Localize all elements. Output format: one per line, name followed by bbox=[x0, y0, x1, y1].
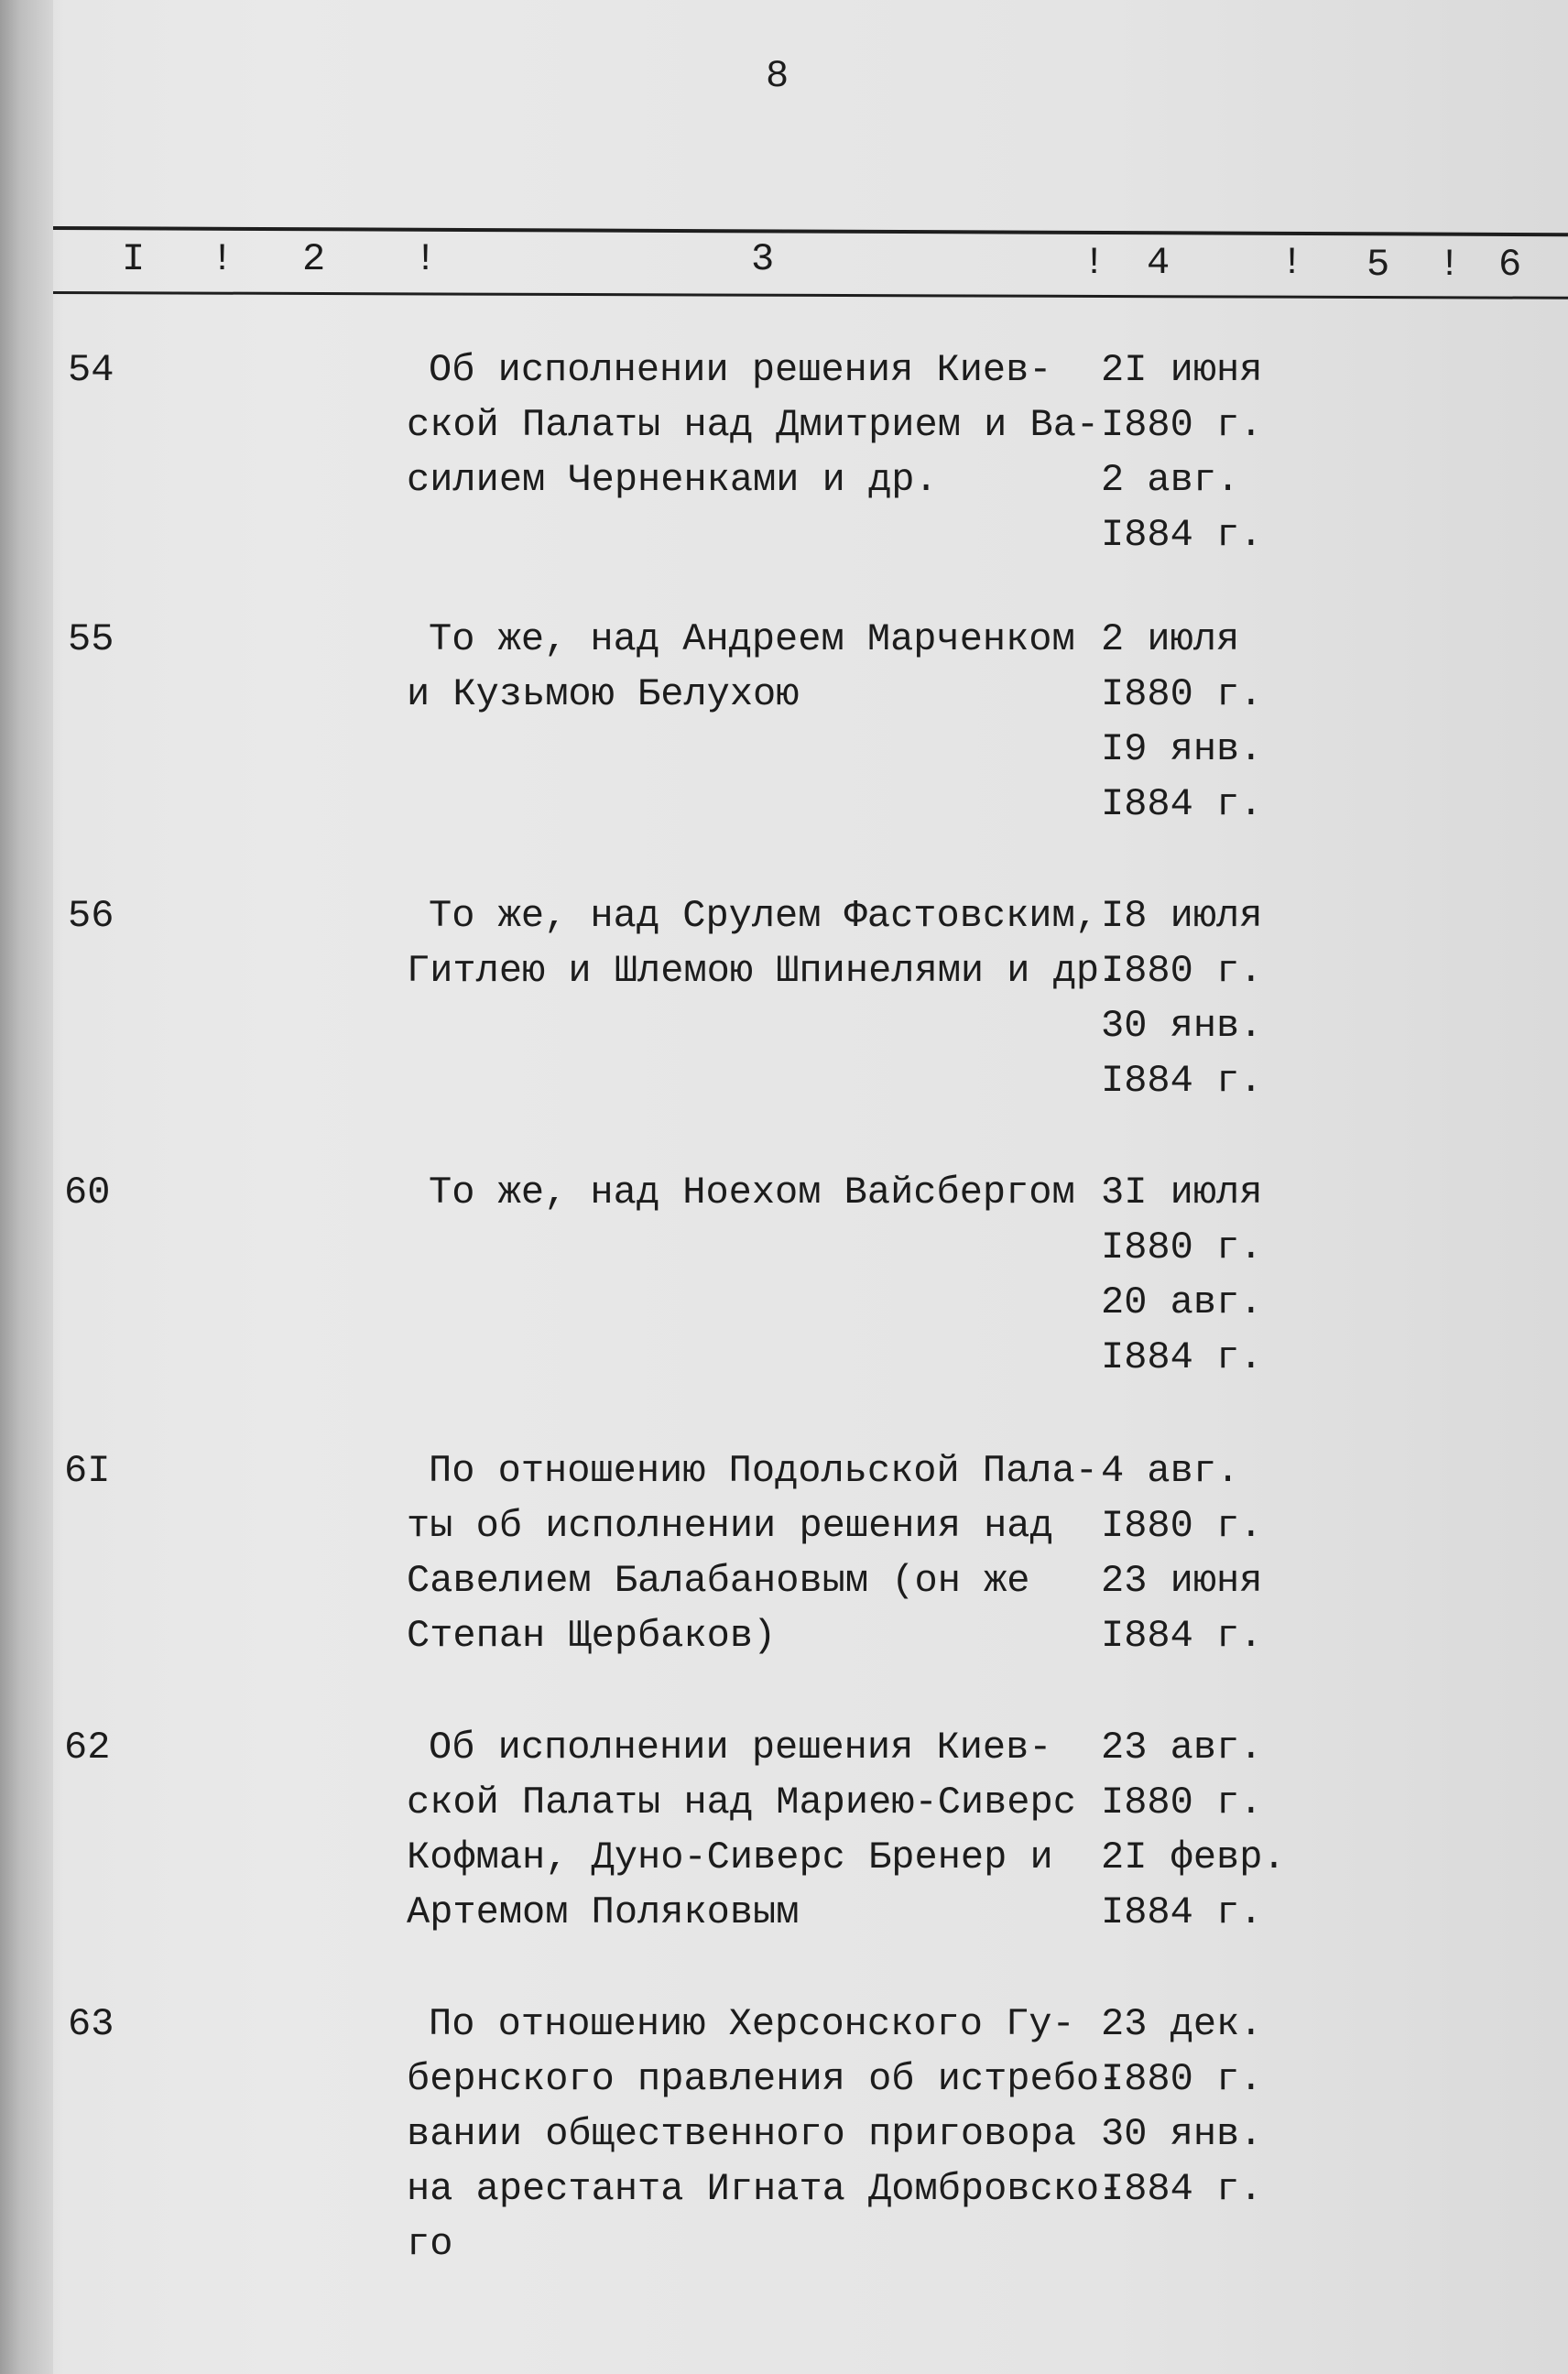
entry-number: 63 bbox=[68, 2002, 114, 2046]
entry-description: То же, над Срулем Фастовским, Гитлею и Шлемою Шпинелями и др. bbox=[407, 894, 1123, 993]
column-separator: ! bbox=[414, 237, 438, 281]
entry-dates: 2 июля I880 г. I9 янв. I884 г. bbox=[1101, 617, 1263, 826]
column-separator: ! bbox=[1438, 243, 1462, 287]
entry-number: 6I bbox=[64, 1449, 111, 1493]
entry-dates: I8 июля I880 г. 30 янв. I884 г. bbox=[1101, 894, 1263, 1103]
entry-description: То же, над Ноехом Вайсбергом bbox=[429, 1171, 1075, 1214]
page-binding-edge bbox=[0, 0, 53, 2374]
entry-dates: 23 авг. I880 г. 2I февр. I884 г. bbox=[1101, 1726, 1286, 1934]
entry-description: По отношению Подольской Пала- ты об исполнении решения над Савелием Балабановым (он же Степан Щербаков) bbox=[407, 1449, 1098, 1658]
entry-number: 62 bbox=[64, 1726, 111, 1770]
entry-dates: 23 дек. I880 г. 30 янв. I884 г. bbox=[1101, 2002, 1263, 2211]
page-number: 8 bbox=[766, 54, 789, 98]
entry-description: Об исполнении решения Киев- ской Палаты над Дмитрием и Ва- силием Черненками и др. bbox=[407, 348, 1100, 502]
entry-dates: 3I июля I880 г. 20 авг. I884 г. bbox=[1101, 1171, 1263, 1379]
column-header-3: 3 bbox=[751, 237, 775, 281]
column-header-5: 5 bbox=[1367, 243, 1390, 287]
column-separator: ! bbox=[211, 237, 234, 281]
entry-number: 56 bbox=[68, 894, 114, 938]
column-header-2: 2 bbox=[302, 237, 326, 281]
column-separator: ! bbox=[1083, 241, 1106, 285]
entry-description: По отношению Херсонского Гу- бернского правления об истребо- вании общественного приговора на арестанта Игната Домбровско- го bbox=[407, 2002, 1123, 2266]
column-separator: ! bbox=[1280, 241, 1304, 285]
entry-number: 55 bbox=[68, 617, 114, 661]
column-header-1: I bbox=[122, 237, 146, 281]
entry-dates: 2I июня I880 г. 2 авг. I884 г. bbox=[1101, 348, 1263, 557]
table-header-top-rule bbox=[53, 226, 1568, 236]
entry-description: Об исполнении решения Киев- ской Палаты над Мариею-Сиверс Кофман, Дуно-Сиверс Бренер и Артемом Поляковым bbox=[407, 1726, 1076, 1934]
entry-dates: 4 авг. I880 г. 23 июня I884 г. bbox=[1101, 1449, 1263, 1658]
entry-number: 54 bbox=[68, 348, 114, 392]
column-header-6: 6 bbox=[1498, 243, 1522, 287]
column-header-4: 4 bbox=[1147, 241, 1171, 285]
entry-description: То же, над Андреем Марченком и Кузьмою Белухою bbox=[407, 617, 1075, 716]
table-header-bottom-rule bbox=[53, 291, 1568, 299]
entry-number: 60 bbox=[64, 1171, 111, 1214]
